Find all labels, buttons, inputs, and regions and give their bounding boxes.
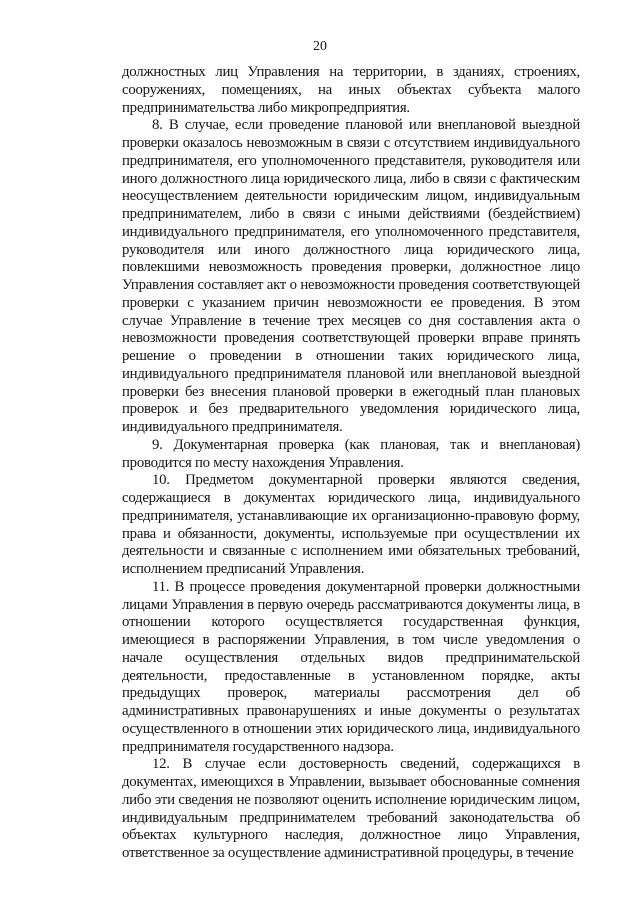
paragraph-item-11: 11. В процессе проведения документарной проверки должностными лицами Управления в первую очередь рассматриваются документы лица, в отношении которого осуществляется государственная функция, имеющиеся в распоряжении Управления, в том числе уведомления о начале осуществления отдельных видов предпринимательской деятельности, предоставленные в установленном порядке, акты предыдущих проверок, материалы рассмотрения дел об административных правонарушениях и иные документы о результатах осуществленного в отношении этих юридического лица, индивидуального предпринимателя государственного надзора. <box>122 578 580 755</box>
paragraph-item-8: 8. В случае, если проведение плановой или внеплановой выездной проверки оказалось невозможным в связи с отсутствием индивидуального предпринимателя, его уполномоченного представителя, руководителя или иного должностного лица юридического лица, либо в связи с фактическим неосуществлением деятельности юридическим лицом, индивидуальным предпринимателем, либо в связи с иными действиями (бездействием) индивидуального предпринимателя, его уполномоченного представителя, руководителя или иного должностного лица юридического лица, повлекшими невозможность проведения проверки, должностное лицо Управления составляет акт о невозможности проведения соответствующей проверки с указанием причин невозможности ее проведения. В этом случае Управление в течение трех месяцев со дня составления акта о невозможности проведения соответствующей проверки вправе принять решение о проведении в отношении таких юридического лица, индивидуального предпринимателя плановой или внеплановой выездной проверки без внесения плановой проверки в ежегодный план плановых проверок и без предварительного уведомления юридического лица, индивидуального предпринимателя. <box>122 117 580 435</box>
page-number: 20 <box>313 39 327 54</box>
paragraph-continuation: должностных лиц Управления на территории, в зданиях, строениях, сооружениях, помещениях, на иных объектах субъекта малого предпринимательства либо микропредприятия. <box>122 64 580 116</box>
document-body <box>122 64 580 863</box>
paragraph-item-12: 12. В случае если достоверность сведений, содержащихся в документах, имеющихся в Управлении, вызывает обоснованные сомнения либо эти сведения не позволяют оценить исполнение юридическим лицом, индивидуальным предпринимателем требований законодательства об объектах культурного наследия, должностное лицо Управления, ответственное за осуществление административной процедуры, в течение <box>122 756 580 861</box>
paragraph-item-10: 10. Предметом документарной проверки являются сведения, содержащиеся в документах юридического лица, индивидуального предпринимателя, устанавливающие их организационно-правовую форму, права и обязанности, документы, используемые при осуществлении их деятельности и связанные с исполнением ими обязательных требований, исполнением предписаний Управления. <box>122 472 580 577</box>
paragraph-item-9: 9. Документарная проверка (как плановая, так и внеплановая) проводится по месту нахождения Управления. <box>122 436 580 471</box>
